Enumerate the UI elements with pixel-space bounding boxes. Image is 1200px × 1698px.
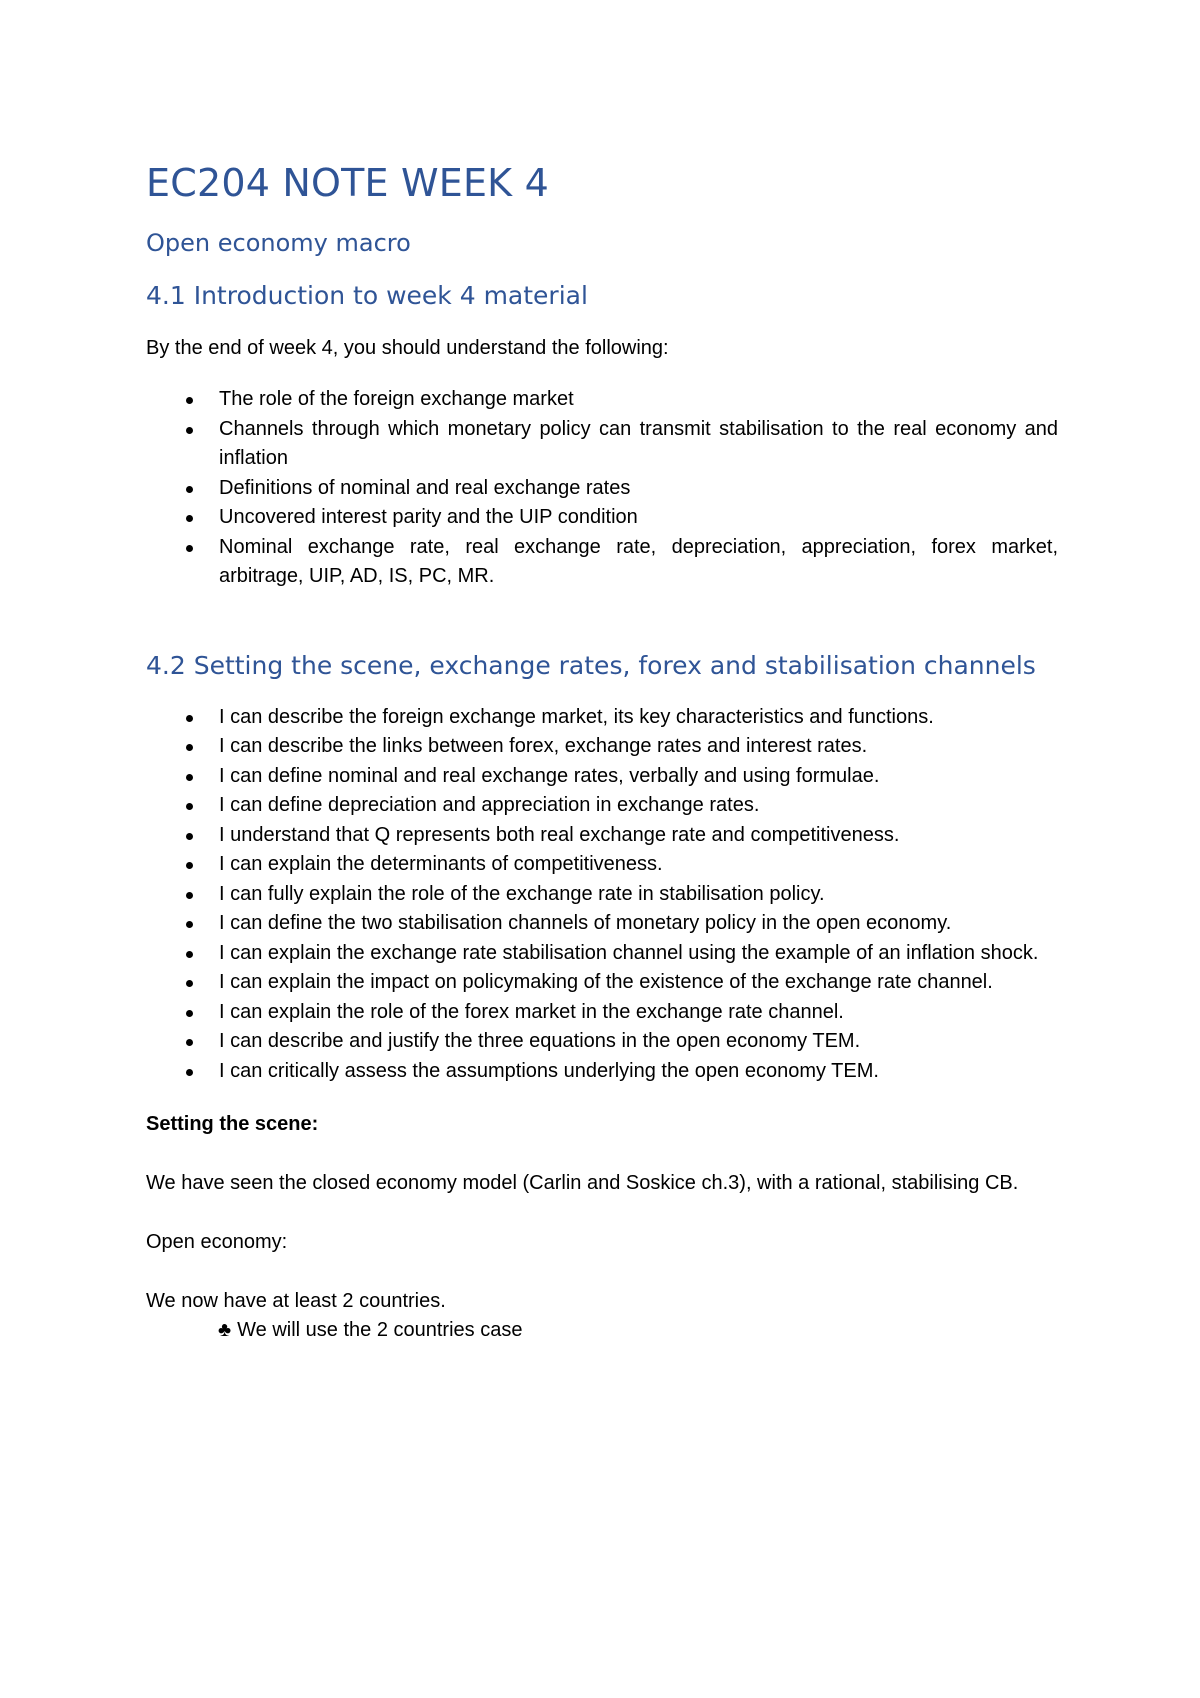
list-item bbox=[146, 415, 1058, 474]
section-2-list bbox=[146, 703, 1058, 1087]
list-item bbox=[146, 474, 1058, 504]
list-item-text: I can explain the role of the forex market in the exchange rate channel. bbox=[219, 1000, 844, 1023]
bullet-icon bbox=[186, 1069, 193, 1076]
list-item-text: I can explain the exchange rate stabilisation channel using the example of an inflation shock. bbox=[219, 941, 1039, 964]
list-item bbox=[146, 503, 1058, 533]
list-item bbox=[146, 533, 1058, 592]
list-item bbox=[146, 1027, 1058, 1057]
list-item bbox=[146, 998, 1058, 1028]
list-item-text: Definitions of nominal and real exchange rates bbox=[219, 476, 631, 499]
section-1-heading: 4.1 Introduction to week 4 material bbox=[146, 281, 588, 310]
list-item-text: I can define nominal and real exchange rates, verbally and using formulae. bbox=[219, 764, 880, 787]
list-item bbox=[146, 1057, 1058, 1087]
list-item-text: Channels through which monetary policy can transmit stabilisation to the real economy and inflation bbox=[219, 417, 1058, 469]
bullet-icon bbox=[186, 862, 193, 869]
setting-scene-text: We have seen the closed economy model (Carlin and Soskice ch.3), with a rational, stabilising CB. bbox=[146, 1172, 1019, 1194]
list-item-text: I can define depreciation and appreciation in exchange rates. bbox=[219, 794, 760, 816]
bullet-icon bbox=[186, 951, 193, 958]
list-item bbox=[146, 703, 1058, 733]
bullet-icon bbox=[186, 892, 193, 899]
bullet-icon bbox=[186, 397, 193, 404]
document-subtitle: Open economy macro bbox=[146, 229, 411, 257]
list-item bbox=[146, 732, 1058, 762]
section-1-list bbox=[146, 385, 1058, 592]
bullet-icon bbox=[186, 980, 193, 987]
bullet-icon bbox=[186, 1039, 193, 1046]
list-item-text: I can explain the determinants of competitiveness. bbox=[219, 853, 663, 875]
list-item-text: I can describe the links between forex, exchange rates and interest rates. bbox=[219, 735, 868, 757]
list-item-text: I can fully explain the role of the exchange rate in stabilisation policy. bbox=[219, 882, 825, 905]
bullet-icon bbox=[186, 486, 193, 493]
list-item bbox=[146, 791, 1058, 821]
list-item-text: The role of the foreign exchange market bbox=[219, 388, 574, 410]
bullet-icon bbox=[186, 715, 193, 722]
list-item bbox=[146, 880, 1058, 910]
bullet-icon bbox=[186, 1010, 193, 1017]
section-1-intro: By the end of week 4, you should understand the following: bbox=[146, 337, 669, 359]
list-item-text: I can describe and justify the three equations in the open economy TEM. bbox=[219, 1030, 861, 1052]
list-item-text: I understand that Q represents both real exchange rate and competitiveness. bbox=[219, 823, 900, 846]
sub-bullet-item bbox=[146, 1316, 1058, 1345]
bullet-icon bbox=[186, 803, 193, 810]
sub-bullet-text: We will use the 2 countries case bbox=[237, 1319, 523, 1341]
bullet-icon bbox=[186, 427, 193, 434]
club-icon: ♣ bbox=[218, 1319, 232, 1341]
list-item bbox=[146, 968, 1058, 998]
document-page bbox=[146, 160, 1058, 1345]
document-title: EC204 NOTE WEEK 4 bbox=[146, 161, 549, 205]
bullet-icon bbox=[186, 833, 193, 840]
list-item-text: I can define the two stabilisation channels of monetary policy in the open economy. bbox=[219, 912, 952, 934]
list-item bbox=[146, 850, 1058, 880]
list-item bbox=[146, 909, 1058, 939]
list-item bbox=[146, 762, 1058, 792]
bullet-icon bbox=[186, 515, 193, 522]
bullet-icon bbox=[186, 545, 193, 552]
section-2-heading: 4.2 Setting the scene, exchange rates, forex and stabilisation channels bbox=[146, 650, 1036, 680]
list-item-text: Uncovered interest parity and the UIP condition bbox=[219, 506, 638, 528]
bullet-icon bbox=[186, 921, 193, 928]
list-item bbox=[146, 821, 1058, 851]
list-item-text: I can describe the foreign exchange market, its key characteristics and functions. bbox=[219, 705, 934, 728]
list-item-text: Nominal exchange rate, real exchange rate, depreciation, appreciation, forex market, arbitrage, UIP, AD, IS, PC, MR. bbox=[219, 535, 1058, 587]
open-economy-label: Open economy: bbox=[146, 1231, 288, 1253]
setting-scene-label: Setting the scene: bbox=[146, 1113, 319, 1135]
list-item bbox=[146, 939, 1058, 969]
list-item bbox=[146, 385, 1058, 415]
list-item-text: I can critically assess the assumptions underlying the open economy TEM. bbox=[219, 1059, 879, 1082]
list-item-text: I can explain the impact on policymaking of the existence of the exchange rate channel. bbox=[219, 971, 993, 993]
bullet-icon bbox=[186, 774, 193, 781]
open-economy-text: We now have at least 2 countries. bbox=[146, 1290, 446, 1312]
bullet-icon bbox=[186, 744, 193, 751]
